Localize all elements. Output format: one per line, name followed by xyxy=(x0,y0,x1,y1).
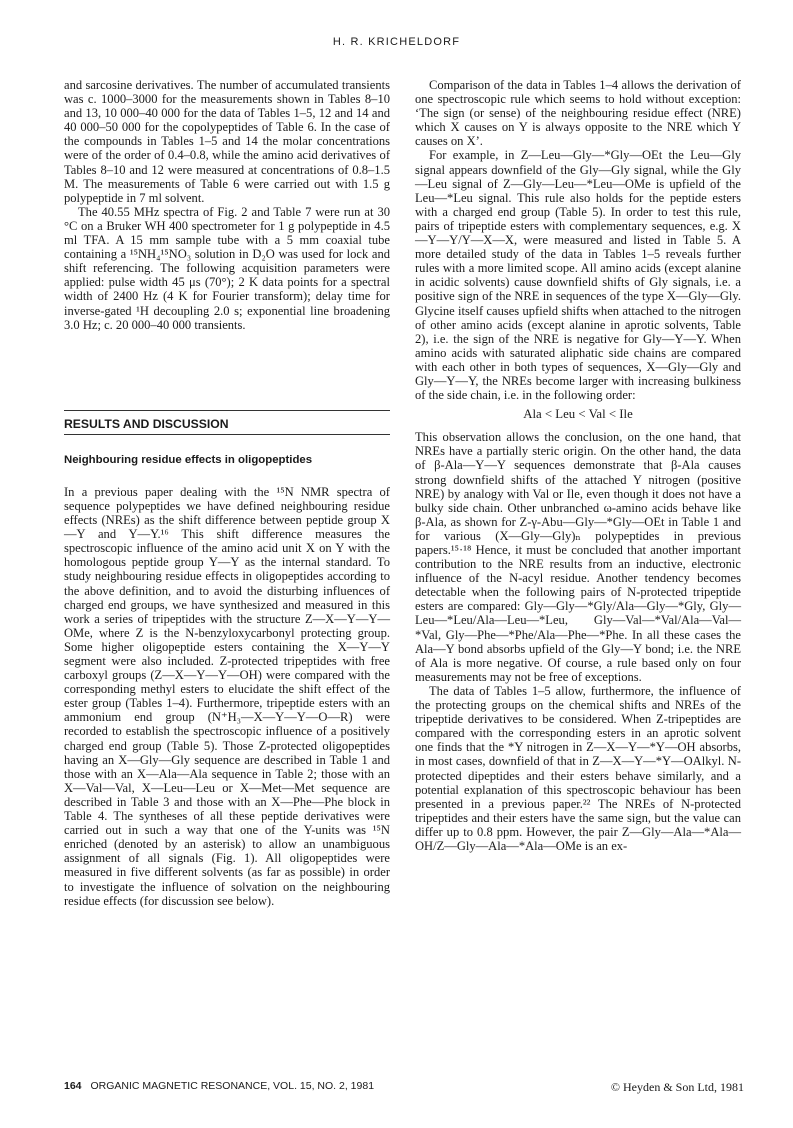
section-heading-block xyxy=(64,410,390,435)
paragraph-nre-definition: In a previous paper dealing with the ¹⁵N NMR spectra of sequence polypeptides we have defined neighbouring residue effects (NREs) as the shift difference between peptide group X—Y and Y—Y.¹⁶ This shift difference measures the spectroscopic influence of the amino acid unit X on Y with the homologous peptide group Y—Y as the internal standard. To study neighbouring residue effects in oligopeptides according to the above definition, and to avoid the disturbing influences of charged end groups, we have synthesized and measured in this work a series of tripeptides with the structure Z—X—Y—Y—OMe, where Z is the N-benzyloxycarbonyl protecting group. Some higher oligopeptide esters containing the X—Y—Y segment were also included. Z-protected tripeptides with free carboxyl groups (Z—X—Y—Y—OH) were compared with the corresponding methyl esters to elucidate the shift effect of the ester group (Tables 1–4). Furthermore, tripeptide esters with an ammonium end group (N⁺H₃—X—Y—Y—O—R) were recorded to establish the spectroscopic influence of a positively charged end group (Table 5). Those Z-protected oligopeptides having an X—Gly—Gly sequence are described in Table 1 and those with an X—Ala—Ala sequence in Table 2; those with an X—Val—Val, X—Leu—Leu or X—Met—Met sequence are described in Table 3 and those with an X—Phe—Phe block in Table 4. The syntheses of all these peptide derivatives were carried out in such a way that one of the Y-units was ¹⁵N enriched (denoted by an asterisk) to allow an unambiguous assignment of all signals (Fig. 1). All oligopeptides were measured in five different solvents (as far as possible) in order to investigate the influence of solvation on the neighbouring residue effects (for discussion see below). xyxy=(64,484,390,908)
paragraph-observation: This observation allows the conclusion, on the one hand, that NREs have a partially steric origin. On the other hand, the data of β-Ala—Y—Y sequences demonstrate that β-Ala causes strong downfield shifts of the attached Y nitrogen (positive NRE) by analogy with Val or Ile, even though it does not have a bulky side chain. Other unbranched ω-amino acids behave like β-Ala, as shown for Z-γ-Abu—Gly—*Gly—OEt in Table 1 and for various (X—Gly—Gly)ₙ polypeptides in previous papers.¹⁵·¹⁸ Hence, it must be concluded that another important contribution to the NRE results from an inductive, electronic influence of the N-acyl residue. Another tendency becomes detectable when the following pairs of N-protected tripeptide esters are compared: Gly—Gly—*Gly/Ala—Gly—*Gly, Gly—Leu—*Leu/Ala—Leu—*Leu, Gly—Val—*Val/Ala—Val—*Val, Gly—Phe—*Phe/Ala—Phe—*Phe. In all these cases the Ala—Y bond absorbs upfield of the Gly—Y bond; i.e. the NRE of Ala is more negative. Of course, a rule based only on four measurements may not be free of exceptions. xyxy=(415,430,741,684)
paragraph-rule: Comparison of the data in Tables 1–4 allows the derivation of one spectroscopic rule which seems to hold without exception: ‘The sign (or sense) of the neighbouring residue effect (NRE) which X causes on Y is always opposite to the NRE which Y causes on X’. xyxy=(415,78,741,149)
left-column xyxy=(64,78,390,908)
subsection-title: Neighbouring residue effects in oligopeptides xyxy=(64,453,313,466)
bulkiness-order: Ala < Leu < Val < Ile xyxy=(523,407,633,422)
copyright-notice: © Heyden & Son Ltd, 1981 xyxy=(610,1080,744,1094)
paragraph-protecting-groups: The data of Tables 1–5 allow, furthermore, the influence of the protecting groups on the chemical shifts and NREs of the tripeptide derivatives to be considered. When Z-tripeptides are compared with the corresponding esters in an aprotic solvent one finds that the *Y nitrogen in Z—X—Y—*Y—OH absorbs, in most cases, downfield of that in Z—X—Y—*Y—OAlkyl. N-protected dipeptides and their esters behave similarly, and a potential explanation of this spectroscopic behaviour has been presented in a previous paper.²² The NREs of N-protected tripeptides and their esters have the same sign, but the value can differ up to 0.8 ppm. However, the pair Z—Gly—Ala—*Ala—OH/Z—Gly—Ala—*Ala—OMe is an ex- xyxy=(415,683,741,853)
running-head: H. R. KRICHELDORF xyxy=(332,36,461,48)
page-footer xyxy=(64,1080,744,1092)
page-number: 164 xyxy=(64,1080,82,1092)
right-column xyxy=(415,78,741,853)
section-title: RESULTS AND DISCUSSION xyxy=(64,417,390,435)
journal-citation: ORGANIC MAGNETIC RESONANCE, VOL. 15, NO. 2, 1981 xyxy=(90,1080,375,1092)
paragraph-sample-conditions: and sarcosine derivatives. The number of accumulated transients was c. 1000–3000 for the measurements shown in Tables 8–10 and 13, 10 000–40 000 for the data of Tables 1–5, 12 and 14 and 40 000–50 000 for the copolypeptides of Table 6. In the case of the compounds in Tables 1–5 and 14 the molar concentrations were of the order of 0.4–0.8, while the amino acid derivatives of Tables 8–10 and 12 were measured at concentrations of 0.8–1.5 M. The measurements of Table 6 were carried out with 1.5 g polypeptide in 7 ml solvent. xyxy=(64,78,390,205)
paragraph-example: For example, in Z—Leu—Gly—*Gly—OEt the Leu—Gly signal appears downfield of the Gly—Gly signal, while the Gly—Leu signal of Z—Gly—Leu—*Leu—OMe is upfield of the Leu—*Leu signal. This rule also holds for the peptide esters with a charged end group (Table 5). In order to test this rule, pairs of tripeptide esters with complementary sequences, e.g. X—Y—Y/Y—X—X, were measured and listed in Table 5. A more detailed study of the data in Tables 1–5 reveals further rules with a more limited scope. All amino acids (except alanine in acidic solvents) cause downfield shifts of Gly signals, i.e. a positive sign of the NRE in sequences of the type X—Gly—Gly. Glycine itself causes upfield shifts when attached to the nitrogen of other amino acids (except alanine in aprotic solvents, Table 2), i.e. the sign of the NRE is negative for Gly—Y—Y. When amino acids with saturated aliphatic side chains are compared with each other in both types of sequences, X—Gly—Gly and Gly—Y—Y, the NREs become larger with increasing bulkiness of the side chain, i.e. in the following order: xyxy=(415,148,741,403)
paragraph-spectrometer-params: The 40.55 MHz spectra of Fig. 2 and Table 7 were run at 30 °C on a Bruker WH 400 spectrometer for 1 g polypeptide in 4.5 ml TFA. A 15 mm sample tube with a 5 mm coaxial tube containing a ¹⁵NH₄¹⁵NO₃ solution in D₂O was used for lock and shift referencing. The following acquisition parameters were applied: pulse width 45 μs (70°); 2 K data points for a spectral width of 2400 Hz (4 K for Fourier transform); delay time for inverse-gated ¹H decoupling 2.0 s; exponential line broadening 3.0 Hz; c. 20 000–40 000 transients. xyxy=(64,204,390,332)
